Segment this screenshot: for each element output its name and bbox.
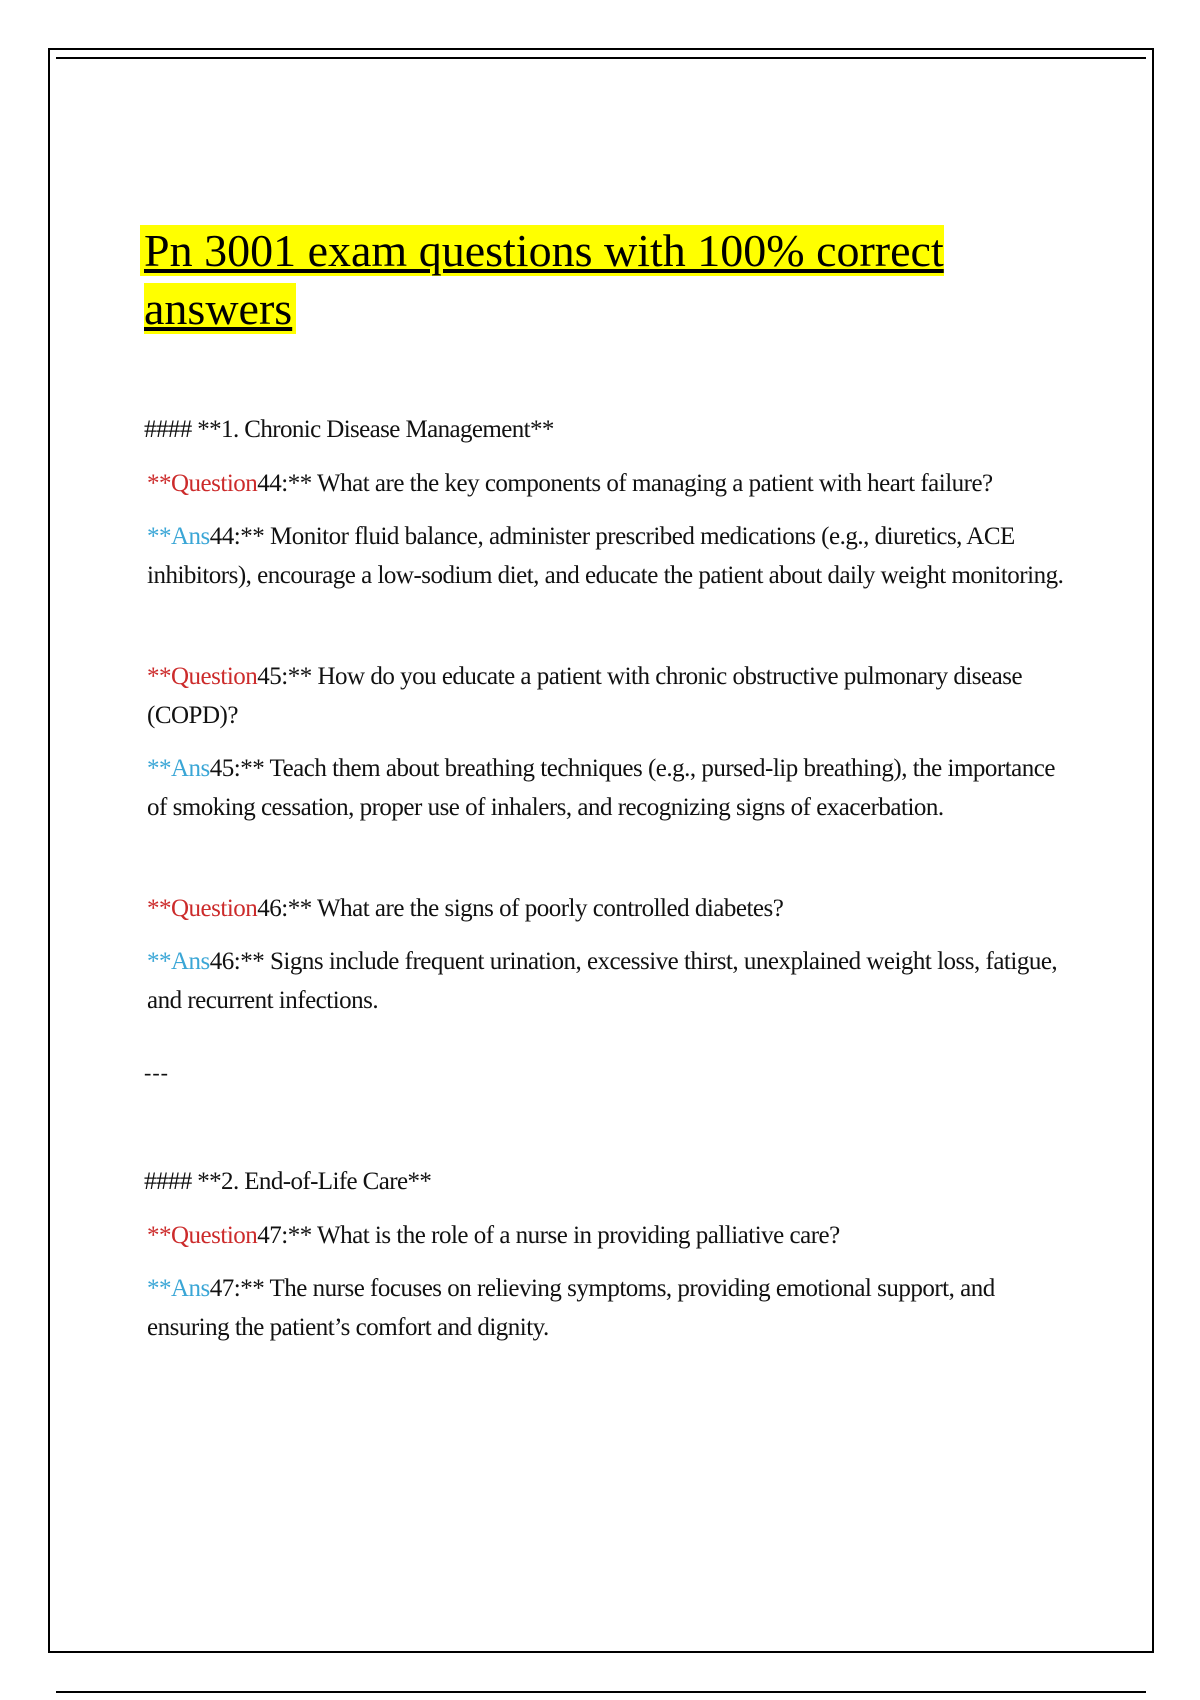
question <box>147 657 1064 735</box>
answer-prefix: ** <box>147 523 171 550</box>
question-prefix: ** <box>147 663 171 690</box>
page-bottom-rule <box>56 1691 1146 1693</box>
answer <box>147 942 1064 1020</box>
qa-block <box>144 464 1064 595</box>
answer-prefix: ** <box>147 1275 171 1302</box>
answer-text: 47:** The nurse focuses on relieving symptoms, providing emotional support, and ensuring the patient’s comfort and dignity. <box>147 1275 995 1341</box>
answer-label: Ans <box>171 755 210 782</box>
section-heading: #### **1. Chronic Disease Management** <box>144 416 554 443</box>
answer-label: Ans <box>171 948 210 975</box>
question-text: 44:** What are the key components of managing a patient with heart failure? <box>257 470 993 497</box>
section-heading: #### **2. End-of-Life Care** <box>144 1168 432 1195</box>
answer-prefix: ** <box>147 948 171 975</box>
question <box>147 889 1064 928</box>
question-text: 45:** How do you educate a patient with chronic obstructive pulmonary disease (COPD)? <box>147 663 1023 729</box>
answer <box>147 749 1064 827</box>
question-label: Question <box>171 1222 258 1249</box>
horizontal-divider-text: --- <box>144 1060 169 1085</box>
answer <box>147 1269 1064 1347</box>
answer-label: Ans <box>171 1275 210 1302</box>
question-text: 47:** What is the role of a nurse in providing palliative care? <box>257 1222 840 1249</box>
answer-text: 46:** Signs include frequent urination, excessive thirst, unexplained weight loss, fatigue, and recurrent infections. <box>147 948 1058 1014</box>
qa-block <box>144 657 1064 827</box>
question-prefix: ** <box>147 895 171 922</box>
title-block <box>144 222 1024 338</box>
qa-block <box>144 1216 1064 1347</box>
qa-block <box>144 889 1064 1020</box>
question-label: Question <box>171 470 258 497</box>
question-prefix: ** <box>147 470 171 497</box>
question <box>147 1216 1064 1255</box>
document-title: Pn 3001 exam questions with 100% correct answers <box>140 225 944 334</box>
document-body <box>144 222 1064 1409</box>
question-prefix: ** <box>147 1222 171 1249</box>
question <box>147 464 1064 503</box>
answer-text: 45:** Teach them about breathing techniques (e.g., pursed-lip breathing), the importance of smoking cessation, proper use of inhalers, and recognizing signs of exacerbation. <box>147 755 1055 821</box>
answer-text: 44:** Monitor fluid balance, administer prescribed medications (e.g., diuretics, ACE inhibitors), encourage a low-sodium diet, and educate the patient about daily weight monitoring. <box>147 523 1064 589</box>
question-text: 46:** What are the signs of poorly controlled diabetes? <box>257 895 784 922</box>
answer <box>147 517 1064 595</box>
answer-label: Ans <box>171 523 210 550</box>
page-top-rule <box>56 57 1146 59</box>
question-label: Question <box>171 663 258 690</box>
question-label: Question <box>171 895 258 922</box>
answer-prefix: ** <box>147 755 171 782</box>
